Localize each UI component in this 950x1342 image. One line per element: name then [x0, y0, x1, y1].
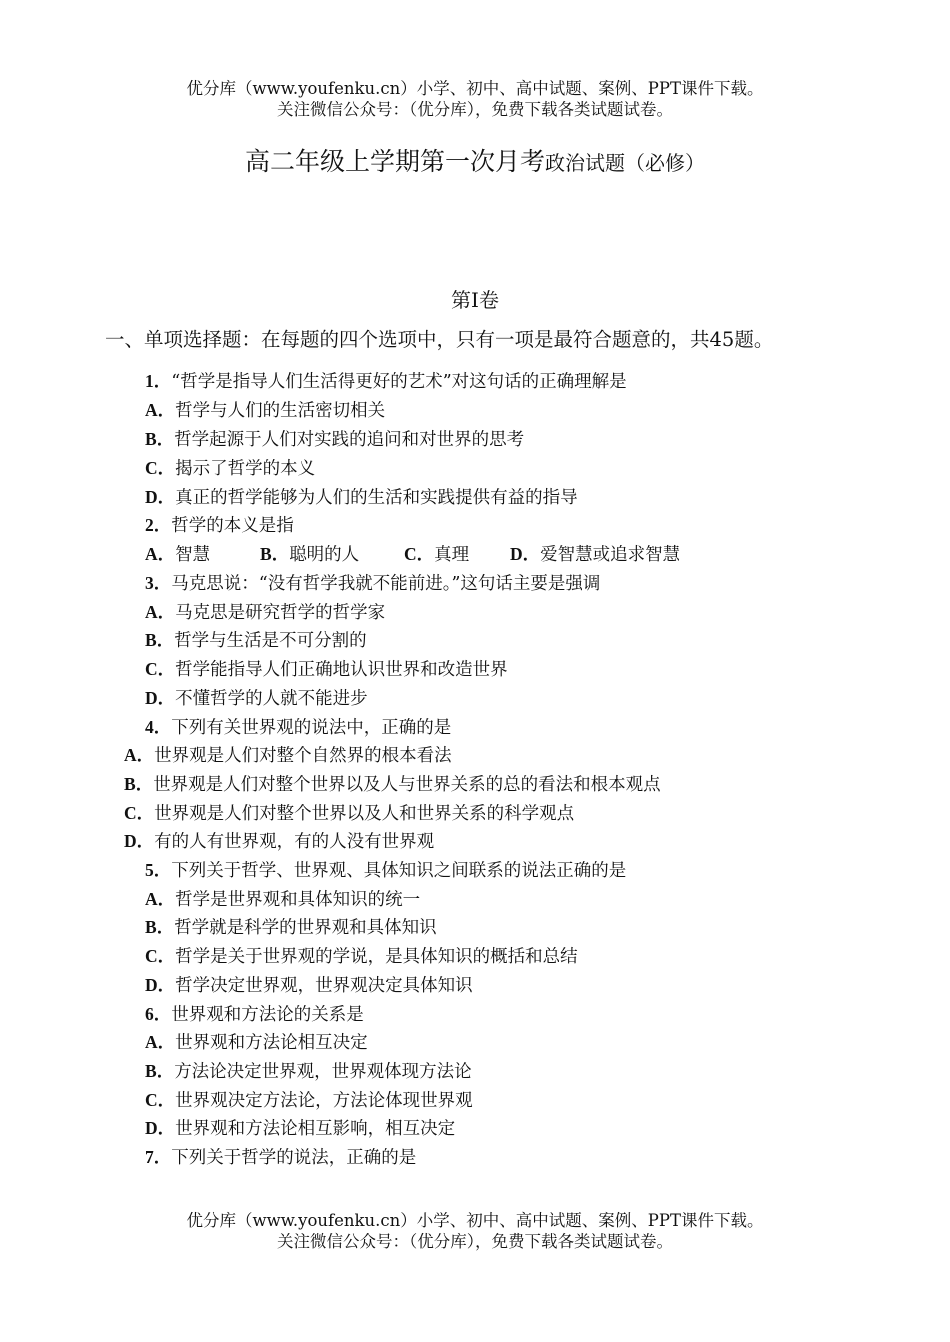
option-letter: B	[145, 1061, 157, 1081]
page-footer	[0, 1210, 950, 1252]
section-heading: 一、单项选择题：在每题的四个选项中，只有一项是最符合题意的，共45题。	[105, 328, 774, 351]
question-text: 下列有关世界观的说法中，正确的是	[171, 718, 452, 738]
question-number: 7	[145, 1147, 154, 1167]
question-stem: 4．下列有关世界观的说法中，正确的是	[145, 717, 452, 738]
option-letter: C	[145, 946, 158, 966]
question-number: 3	[145, 573, 154, 593]
option: D．真正的哲学能够为人们的生活和实践提供有益的指导	[145, 487, 578, 508]
question-text: 马克思说：“没有哲学我就不能前进。”这句话主要是强调	[171, 574, 601, 594]
question-text: 下列关于哲学、世界观、具体知识之间联系的说法正确的是	[171, 861, 627, 881]
option-text: 聪明的人	[289, 545, 360, 565]
option: D．世界观和方法论相互影响，相互决定	[145, 1118, 456, 1139]
option: B．世界观是人们对整个世界以及人与世界关系的总的看法和根本观点	[124, 774, 661, 795]
option-letter: D	[145, 1118, 158, 1138]
header-line-1: 优分库（www.youfenku.cn）小学、初中、高中试题、案例、PPT课件下载。	[186, 79, 764, 98]
volume-label: 第Ⅰ卷	[451, 288, 499, 312]
option-text: 世界观是人们对整个世界以及人与世界关系的总的看法和根本观点	[153, 775, 661, 795]
exam-title-sub: 政治试题（必修）	[545, 151, 705, 175]
option-letter: B	[145, 630, 157, 650]
option: A．智慧	[145, 544, 211, 565]
question-text: 世界观和方法论的关系是	[171, 1005, 364, 1025]
option: A．哲学是世界观和具体知识的统一	[145, 889, 421, 910]
question-stem: 5．下列关于哲学、世界观、具体知识之间联系的说法正确的是	[145, 860, 627, 881]
exam-title	[0, 146, 950, 179]
option: B．哲学与生活是不可分割的	[145, 630, 367, 651]
option-text: 世界观和方法论相互影响，相互决定	[175, 1119, 456, 1139]
option-letter: B	[124, 774, 136, 794]
option-text: 真正的哲学能够为人们的生活和实践提供有益的指导	[175, 488, 578, 508]
option: C．真理	[404, 544, 470, 565]
option-text: 世界观是人们对整个世界以及人和世界关系的科学观点	[154, 804, 575, 824]
option: A．哲学与人们的生活密切相关	[145, 400, 386, 421]
option-letter: A	[124, 745, 137, 765]
option-letter: D	[510, 544, 523, 564]
option-letter: D	[124, 831, 137, 851]
option: A．世界观是人们对整个自然界的根本看法	[124, 745, 452, 766]
question-stem: 2．哲学的本义是指	[145, 515, 294, 536]
question-number: 5	[145, 860, 154, 880]
option-letter: C	[124, 803, 137, 823]
option-text: 爱智慧或追求智慧	[540, 545, 681, 565]
option: B．聪明的人	[260, 544, 360, 565]
question-text: “哲学是指导人们生活得更好的艺术”对这句话的正确理解是	[171, 372, 627, 392]
footer-line-1: 优分库（www.youfenku.cn）小学、初中、高中试题、案例、PPT课件下载。	[186, 1211, 764, 1230]
option: A．世界观和方法论相互决定	[145, 1032, 368, 1053]
option-letter: A	[145, 400, 158, 420]
option-text: 哲学能指导人们正确地认识世界和改造世界	[175, 660, 508, 680]
header-line-2: 关注微信公众号：（优分库），免费下载各类试题试卷。	[277, 100, 673, 119]
option-text: 不懂哲学的人就不能进步	[175, 689, 368, 709]
question-text: 下列关于哲学的说法，正确的是	[171, 1148, 417, 1168]
option-text: 哲学是世界观和具体知识的统一	[175, 890, 421, 910]
option: B．哲学就是科学的世界观和具体知识	[145, 917, 437, 938]
footer-line-2: 关注微信公众号：（优分库），免费下载各类试题试卷。	[277, 1232, 673, 1251]
option-text: 哲学决定世界观，世界观决定具体知识	[175, 976, 473, 996]
option-letter: A	[145, 889, 158, 909]
option-text: 世界观决定方法论，方法论体现世界观	[175, 1091, 473, 1111]
option: B．方法论决定世界观，世界观体现方法论	[145, 1061, 472, 1082]
option-text: 世界观和方法论相互决定	[175, 1033, 368, 1053]
option: D．哲学决定世界观，世界观决定具体知识	[145, 975, 473, 996]
option-letter: B	[145, 429, 157, 449]
option-text: 智慧	[175, 545, 211, 565]
option-row	[145, 541, 950, 568]
question-number: 6	[145, 1004, 154, 1024]
option-text: 有的人有世界观，有的人没有世界观	[154, 832, 435, 852]
option-text: 哲学是关于世界观的学说，是具体知识的概括和总结	[175, 947, 578, 967]
option-letter: C	[145, 458, 158, 478]
question-number: 1	[145, 371, 154, 391]
option-text: 世界观是人们对整个自然界的根本看法	[154, 746, 452, 766]
option: C．揭示了哲学的本义	[145, 458, 316, 479]
option: D．有的人有世界观，有的人没有世界观	[124, 831, 435, 852]
question-stem: 7．下列关于哲学的说法，正确的是	[145, 1147, 417, 1168]
option-letter: A	[145, 1032, 158, 1052]
question-text: 哲学的本义是指	[171, 516, 294, 536]
option-letter: D	[145, 975, 158, 995]
option-text: 揭示了哲学的本义	[175, 459, 316, 479]
question-stem: 1．“哲学是指导人们生活得更好的艺术”对这句话的正确理解是	[145, 371, 627, 392]
question-number: 2	[145, 515, 154, 535]
option: C．哲学是关于世界观的学说，是具体知识的概括和总结	[145, 946, 578, 967]
option-letter: D	[145, 487, 158, 507]
option: A．马克思是研究哲学的哲学家	[145, 602, 386, 623]
option-letter: A	[145, 602, 158, 622]
option-text: 哲学就是科学的世界观和具体知识	[174, 918, 437, 938]
option: C．世界观决定方法论，方法论体现世界观	[145, 1090, 473, 1111]
option-text: 方法论决定世界观，世界观体现方法论	[174, 1062, 472, 1082]
option-text: 哲学起源于人们对实践的追问和对世界的思考	[174, 430, 525, 450]
option: D．爱智慧或追求智慧	[510, 544, 681, 565]
option-text: 哲学与人们的生活密切相关	[175, 401, 386, 421]
option-letter: B	[260, 544, 272, 564]
option-text: 真理	[434, 545, 470, 565]
option: D．不懂哲学的人就不能进步	[145, 688, 368, 709]
exam-title-main: 高二年级上学期第一次月考	[244, 147, 545, 176]
option-letter: C	[404, 544, 417, 564]
question-number: 4	[145, 717, 154, 737]
option-letter: A	[145, 544, 158, 564]
option-text: 马克思是研究哲学的哲学家	[175, 603, 386, 623]
option-letter: B	[145, 917, 157, 937]
option-letter: C	[145, 1090, 158, 1110]
question-stem: 3．马克思说：“没有哲学我就不能前进。”这句话主要是强调	[145, 573, 601, 594]
option-letter: D	[145, 688, 158, 708]
option-letter: C	[145, 659, 158, 679]
page-header	[0, 78, 950, 120]
question-stem: 6．世界观和方法论的关系是	[145, 1004, 364, 1025]
option: C．世界观是人们对整个世界以及人和世界关系的科学观点	[124, 803, 575, 824]
option: C．哲学能指导人们正确地认识世界和改造世界	[145, 659, 508, 680]
option: B．哲学起源于人们对实践的追问和对世界的思考	[145, 429, 525, 450]
option-text: 哲学与生活是不可分割的	[174, 631, 367, 651]
